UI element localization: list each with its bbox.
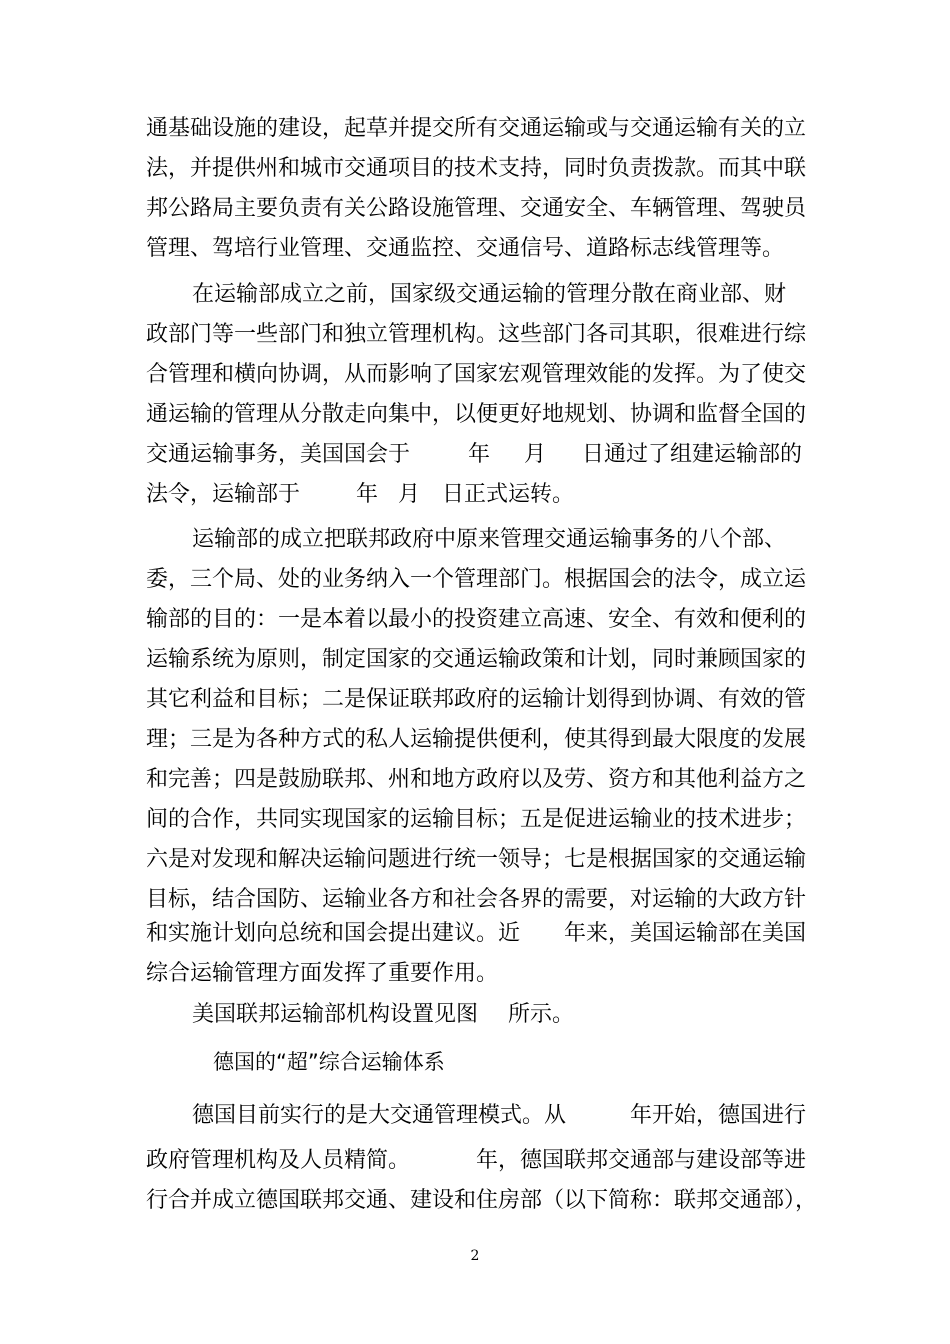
text-segment: 日通过了组建运输部的	[582, 442, 803, 467]
section-heading: 德国的“超”综合运输体系	[213, 1050, 445, 1074]
text-segment: 政府管理机构及人员精简。	[146, 1148, 411, 1173]
paragraph-2-line-2: 政部门等一些部门和独立管理机构。这些部门各司其职，很难进行综	[146, 322, 807, 347]
paragraph-3-line-5: 其它利益和目标；二是保证联邦政府的运输计划得到协调、有效的管	[146, 687, 807, 712]
text-segment: 美国联邦运输部机构设置见图	[192, 1002, 479, 1027]
paragraph-2-line-5	[146, 435, 806, 475]
text-segment: 交通运输事务，美国国会于	[146, 442, 411, 467]
paragraph-3-line-6: 理；三是为各种方式的私人运输提供便利，使其得到最大限度的发展	[146, 727, 807, 752]
paragraph-4-line-1	[192, 995, 806, 1035]
paragraph-1-line-2: 法，并提供州和城市交通项目的技术支持，同时负责拨款。而其中联	[146, 156, 807, 181]
paragraph-3-line-1: 运输部的成立把联邦政府中原来管理交通运输事务的八个部、	[192, 527, 787, 552]
paragraph-3-line-3: 输部的目的：一是本着以最小的投资建立高速、安全、有效和便利的	[146, 607, 807, 632]
paragraph-5-line-2	[146, 1141, 806, 1181]
text-segment: 日正式运转。	[442, 482, 575, 507]
paragraph-3-line-12: 综合运输管理方面发挥了重要作用。	[146, 961, 499, 986]
paragraph-2-line-1: 在运输部成立之前，国家级交通运输的管理分散在商业部、财	[192, 282, 787, 307]
paragraph-3-line-11	[146, 914, 806, 954]
paragraph-2-line-4: 通运输的管理从分散走向集中，以便更好地规划、协调和监督全国的	[146, 402, 807, 427]
text-segment: 月	[524, 442, 547, 467]
paragraph-3-line-7: 和完善；四是鼓励联邦、州和地方政府以及劳、资方和其他利益方之	[146, 767, 807, 792]
paragraph-1-line-3: 邦公路局主要负责有关公路设施管理、交通安全、车辆管理、驾驶员	[146, 196, 807, 221]
paragraph-1-line-4: 管理、驾培行业管理、交通监控、交通信号、道路标志线管理等。	[146, 236, 785, 261]
text-segment: 年来，美国运输部在美国	[563, 921, 806, 946]
paragraph-2-line-3: 合管理和横向协调，从而影响了国家宏观管理效能的发挥。为了使交	[146, 362, 807, 387]
text-segment: 年	[356, 482, 379, 507]
text-segment: 法令，运输部于	[146, 482, 301, 507]
text-segment: 年，德国联邦交通部与建设部等进	[475, 1148, 806, 1173]
paragraph-5-line-3: 行合并成立德国联邦交通、建设和住房部（以下简称：联邦交通部），	[146, 1188, 818, 1213]
text-segment: 和实施计划向总统和国会提出建议。近	[146, 921, 521, 946]
text-segment: 年	[468, 442, 491, 467]
page-number: 2	[470, 1248, 480, 1264]
text-segment: 所示。	[508, 1002, 575, 1027]
paragraph-3-line-10: 目标，结合国防、运输业各方和社会各界的需要，对运输的大政方针	[146, 887, 807, 912]
text-segment: 年开始，德国进行	[629, 1103, 806, 1128]
paragraph-3-line-9: 六是对发现和解决运输问题进行统一领导；七是根据国家的交通运输	[146, 847, 807, 872]
paragraph-5-line-1	[192, 1096, 806, 1136]
paragraph-3-line-2: 委，三个局、处的业务纳入一个管理部门。根据国会的法令，成立运	[146, 567, 807, 592]
text-segment: 德国目前实行的是大交通管理模式。从	[192, 1103, 567, 1128]
paragraph-2-line-6	[146, 475, 806, 515]
paragraph-1-line-1: 通基础设施的建设，起草并提交所有交通运输或与交通运输有关的立	[146, 116, 807, 141]
text-segment: 月	[398, 482, 421, 507]
paragraph-3-line-4: 运输系统为原则，制定国家的交通运输政策和计划，同时兼顾国家的	[146, 647, 807, 672]
paragraph-3-line-8: 间的合作，共同实现国家的运输目标；五是促进运输业的技术进步；	[146, 807, 807, 832]
